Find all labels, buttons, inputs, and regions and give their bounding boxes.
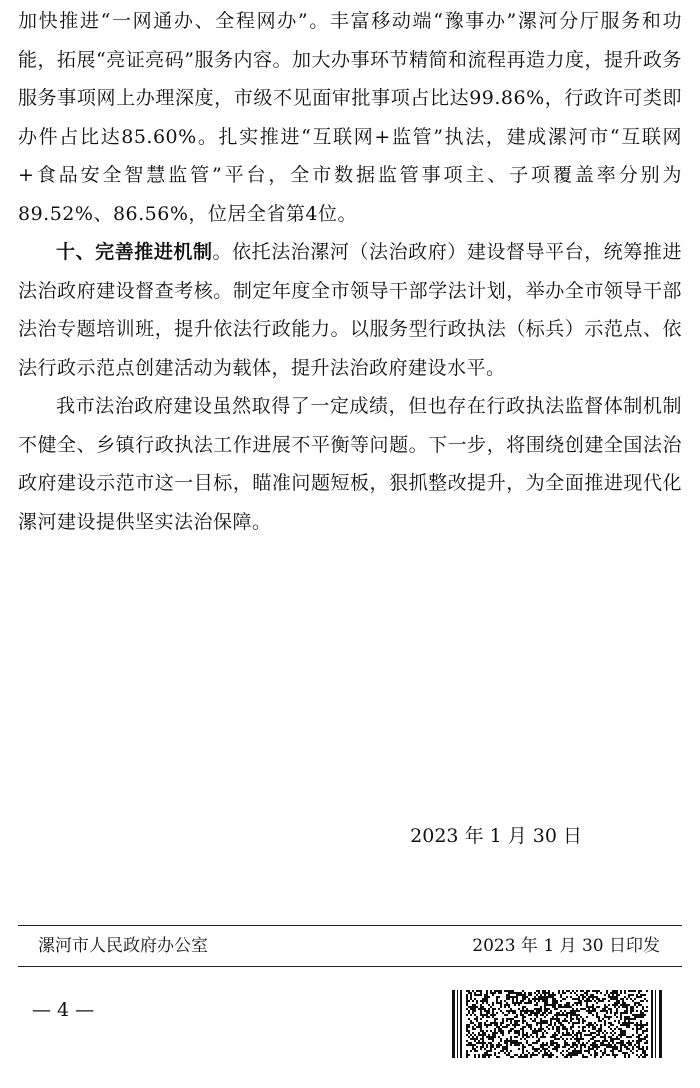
- signature-date: 2023 年 1 月 30 日: [410, 825, 582, 847]
- issuing-office: 漯河市人民政府办公室: [38, 936, 208, 956]
- document-body: [18, 2, 682, 541]
- paragraph-mechanism-text: 。依托法治漯河（法治政府）建设督导平台，统筹推进法治政府建设督查考核。制定年度全市领导干部学法计划，举办全市领导干部法治专题培训班，提升依法行政能力。以服务型行政执法（标兵）示范点、依法行政示范点创建活动为载体，提升法治政府建设水平。: [18, 241, 682, 379]
- page-number: — 4 —: [32, 999, 95, 1021]
- paragraph-conclusion: 我市法治政府建设虽然取得了一定成绩，但也存在行政执法监督体制机制不健全、乡镇行政执法工作进展不平衡等问题。下一步，将围绕创建全国法治政府建设示范市这一目标，瞄准问题短板，狠抓整改提升，为全面推进现代化漯河建设提供坚实法治保障。: [18, 395, 682, 533]
- paragraph-mechanism: [18, 233, 682, 387]
- footer-rule-top: [18, 925, 682, 926]
- paragraph-online-services: 加快推进“一网通办、全程网办”。丰富移动端“豫事办”漯河分厅服务和功能，拓展“亮证亮码”服务内容。加大办事环节精简和流程再造力度，提升政务服务事项网上办理深度，市级不见面审批事项占比达99.86%，行政许可类即办件占比达85.60%。扎实推进“互联网+监管”执法，建成漯河市“互联网+食品安全智慧监管”平台，全市数据监管事项主、子项覆盖率分别为89.52%、86.56%，位居全省第4位。: [18, 10, 682, 225]
- footer-rule-bottom: [18, 966, 682, 967]
- section-heading: 十、完善推进机制: [56, 241, 213, 263]
- issue-date: 2023 年 1 月 30 日印发: [472, 936, 660, 956]
- barcode-icon: [452, 990, 662, 1058]
